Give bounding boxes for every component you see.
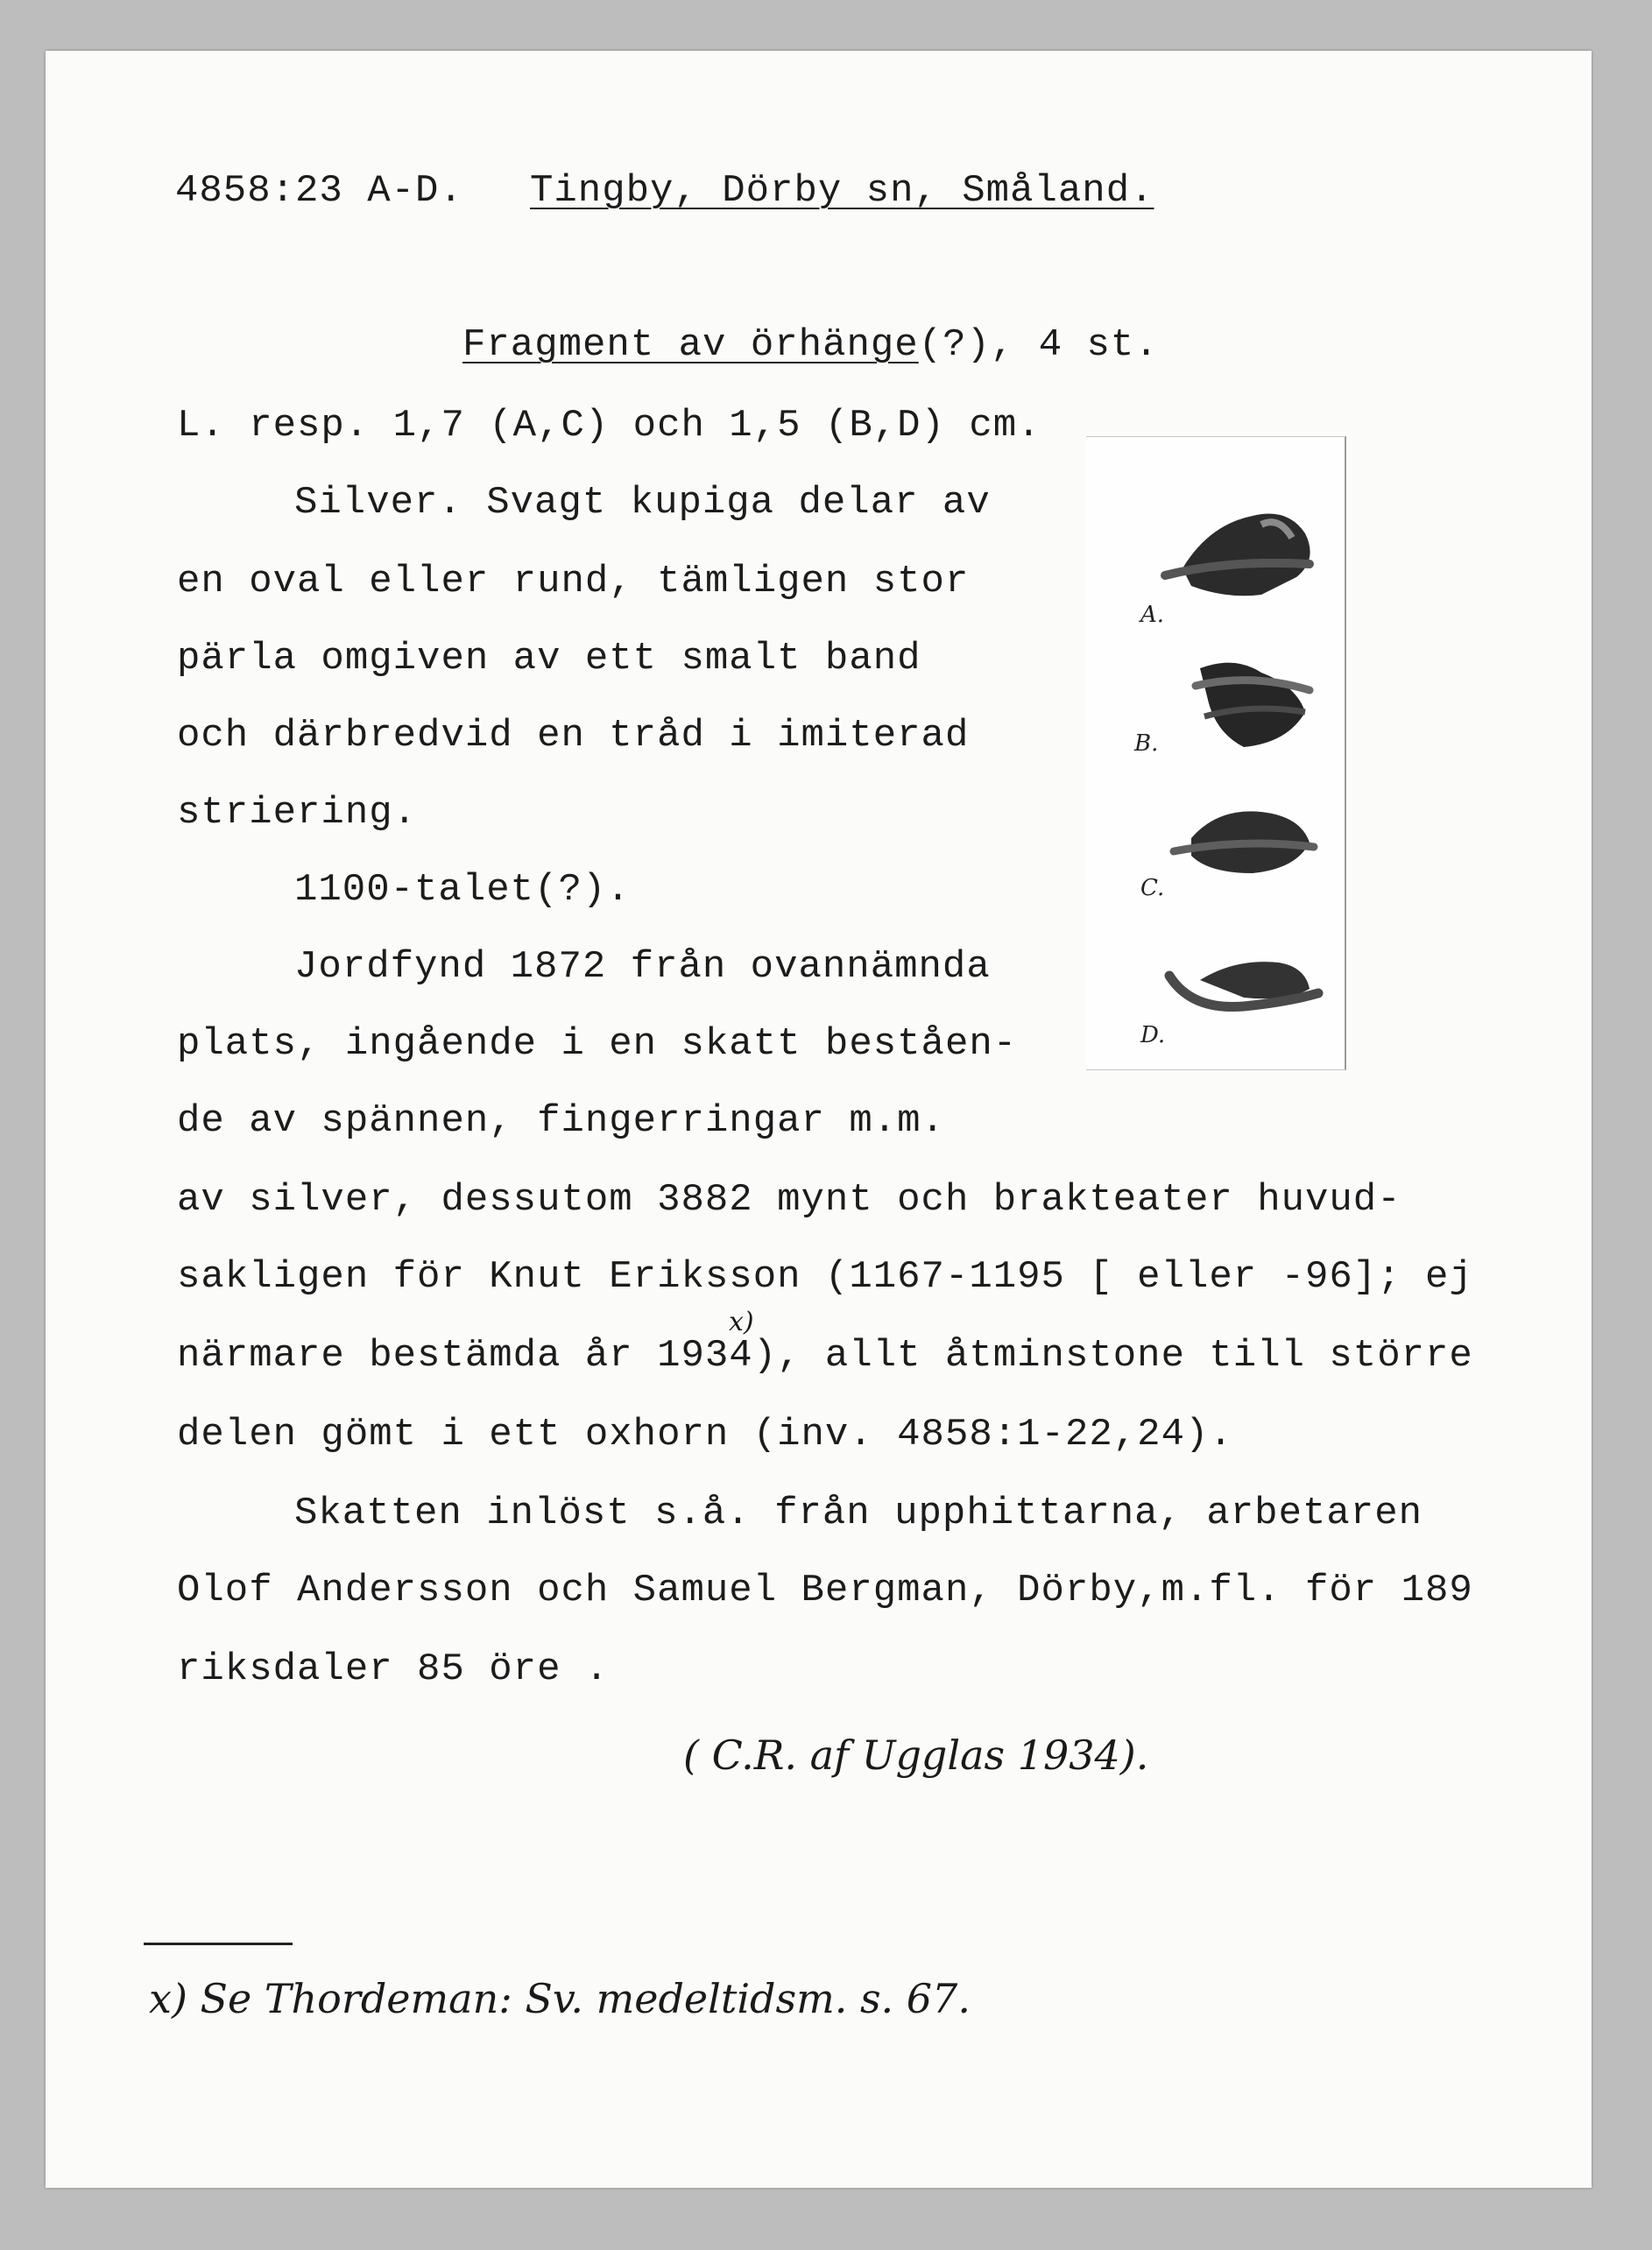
find-location: Tingby, Dörby sn, Småland. <box>530 169 1154 213</box>
fragment-label-c: C. <box>1140 875 1165 901</box>
footnote: x) Se Thordeman: Sv. medeltidsm. s. 67. <box>149 1975 971 2022</box>
fragment-d-image <box>1156 945 1331 1033</box>
description-line: en oval eller rund, tämligen stor <box>177 560 970 603</box>
footnote-marker: x) <box>729 1307 754 1337</box>
footnote-rule <box>144 1943 293 1945</box>
fragment-a-image <box>1156 498 1331 603</box>
acquisition-line: Olof Andersson och Samuel Bergman, Dörby,m.fl. för 189 <box>177 1569 1473 1612</box>
object-title <box>462 322 1159 368</box>
fragment-c-image <box>1156 794 1331 899</box>
catalog-number: 4858:23 A-D. <box>175 169 463 213</box>
object-title-main: Fragment av örhänge <box>462 323 919 367</box>
find-history-line: de av spännen, fingerringar m.m. <box>177 1099 945 1143</box>
fragment-label-b: B. <box>1134 730 1159 757</box>
acquisition-line: riksdaler 85 öre . <box>177 1647 610 1691</box>
description-line: och därbredvid en tråd i imiterad <box>177 714 970 758</box>
object-title-suffix: (?), 4 st. <box>918 323 1159 367</box>
find-history-line: av silver, dessutom 3882 mynt och brakteater huvud- <box>177 1178 1401 1222</box>
find-history-line: sakligen för Knut Eriksson (1167-1195 [ eller -96]; ej <box>177 1255 1473 1299</box>
fragment-label-a: A. <box>1140 602 1165 628</box>
description-line: Silver. Svagt kupiga delar av <box>294 481 991 525</box>
acquisition-line: Skatten inlöst s.å. från upphittarna, arbetaren <box>294 1492 1423 1535</box>
description-line: striering. <box>177 791 418 835</box>
fragment-b-image <box>1156 651 1331 756</box>
description-line: pärla omgiven av ett smalt band <box>177 637 921 681</box>
dimensions-line: L. resp. 1,7 (A,C) och 1,5 (B,D) cm. <box>177 404 1041 448</box>
find-history-line: plats, ingående i en skatt beståen- <box>177 1022 1018 1066</box>
dating-line: 1100-talet(?). <box>294 868 631 912</box>
author-signature: ( C.R. af Ugglas 1934). <box>683 1732 1149 1779</box>
find-history-line: närmare bestämda år 1934), allt åtminstone till större <box>177 1334 1473 1378</box>
fragments-photo <box>1086 436 1346 1070</box>
fragment-label-d: D. <box>1140 1022 1166 1048</box>
find-history-line: delen gömt i ett oxhorn (inv. 4858:1-22,24). <box>177 1413 1233 1457</box>
find-history-line: Jordfynd 1872 från ovannämnda <box>294 945 991 989</box>
